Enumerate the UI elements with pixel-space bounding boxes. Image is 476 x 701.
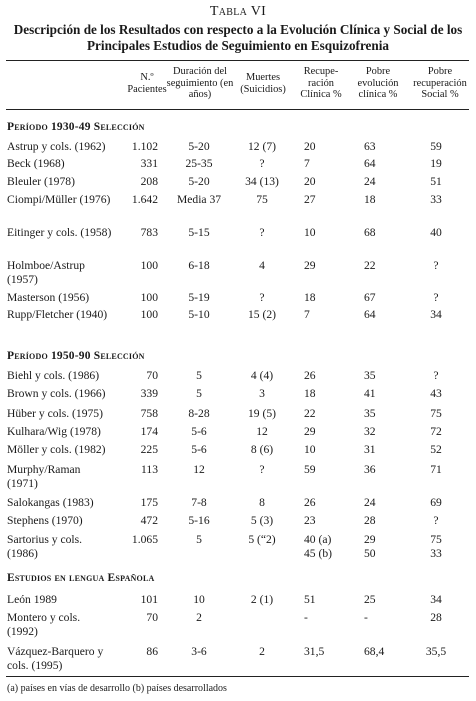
duration-cell: 5-20	[188, 175, 210, 188]
recovery-cell: 7	[304, 157, 310, 170]
recovery-cell: 18	[304, 387, 316, 400]
recovery-cell: 27	[304, 193, 316, 206]
n-cell: 86	[146, 645, 158, 658]
poor-social-cell: 69	[430, 496, 442, 509]
deaths-cell: 8	[259, 496, 265, 509]
poor-social-cell: 52	[430, 443, 442, 456]
recovery-cell: 22	[304, 407, 316, 420]
header-recovery-text: Recupe- ración Clínica %	[300, 66, 342, 100]
deaths-cell: 12 (7)	[247, 140, 276, 153]
recovery-cell: 7	[304, 308, 310, 321]
n-cell: 783	[140, 226, 158, 239]
deaths-cell: 4	[259, 259, 265, 272]
study-cell: Bleuler (1978)	[7, 175, 75, 188]
study-cell: Astrup y cols. (1962)	[7, 140, 106, 153]
duration-cell: 10	[193, 593, 205, 606]
poor-clinical-cell: 25	[364, 593, 376, 606]
header-poor-clinical-text: Pobre evolución clínica %	[357, 66, 399, 100]
duration-cell: 5-6	[191, 443, 207, 456]
poor-social-cell: 51	[430, 175, 442, 188]
study-cell: Hüber y cols. (1975)	[7, 407, 103, 420]
poor-clinical-cell: 35	[364, 407, 376, 420]
table-title: Descripción de los Resultados con respecto a la Evolución Clínica y Social de los Principales Estudios de Seguimiento en Esquizofrenia	[13, 22, 463, 53]
n-cell: 70	[146, 369, 158, 382]
poor-clinical-cell: 64	[364, 308, 376, 321]
n-cell: 758	[140, 407, 158, 420]
duration-cell: 5	[196, 533, 202, 546]
header-poor-clinical	[352, 66, 404, 101]
deaths-cell: 75	[256, 193, 268, 206]
header-recovery	[296, 66, 346, 101]
poor-social-cell: 34	[430, 593, 442, 606]
section-heading: Período 1950-90 Selección	[7, 350, 145, 362]
poor-clinical-cell: 68,4	[364, 645, 385, 658]
poor-social-cell: 33	[430, 193, 442, 206]
poor-social-cell: ?	[433, 369, 439, 382]
deaths-cell: ?	[259, 157, 265, 170]
poor-social-cell: 34	[430, 308, 442, 321]
deaths-cell: 2 (1)	[250, 593, 274, 606]
study-cell: Eitinger y cols. (1958)	[7, 226, 112, 239]
deaths-cell: 5 (3)	[250, 514, 274, 527]
n-cell: 339	[140, 387, 158, 400]
study-cell: Beck (1968)	[7, 157, 65, 170]
deaths-cell: ?	[259, 463, 265, 476]
deaths-cell: 12	[256, 425, 268, 438]
study-cell: Ciompi/Müller (1976)	[7, 193, 111, 206]
poor-clinical-cell: 68	[364, 226, 376, 239]
section-heading: Estudios en lengua Española	[7, 572, 155, 584]
n-cell: 101	[140, 593, 158, 606]
poor-clinical-cell: 22	[364, 259, 376, 272]
duration-cell: 5-10	[188, 308, 210, 321]
duration-cell: 5-20	[188, 140, 210, 153]
study-cell: Stephens (1970)	[7, 514, 83, 527]
poor-clinical-cell: 36	[364, 463, 376, 476]
deaths-cell: ?	[259, 226, 265, 239]
poor-clinical-cell: -	[364, 611, 368, 624]
deaths-cell: 15 (2)	[247, 308, 276, 321]
duration-cell: 5-16	[188, 514, 210, 527]
n-cell: 100	[140, 291, 158, 304]
poor-clinical-cell: 67	[364, 291, 376, 304]
poor-clinical-cell: 35	[364, 369, 376, 382]
recovery-cell: 18	[304, 291, 316, 304]
poor-clinical-cell: 64	[364, 157, 376, 170]
study-cell: León 1989	[7, 593, 57, 606]
header-rule	[6, 109, 469, 110]
poor-social-cell: ?	[433, 259, 439, 272]
poor-social-cell: 40	[430, 226, 442, 239]
n-cell: 175	[140, 496, 158, 509]
poor-social-cell: 43	[430, 387, 442, 400]
recovery-cell: 29	[304, 259, 316, 272]
study-cell: Biehl y cols. (1986)	[7, 369, 100, 382]
n-cell: 208	[140, 175, 158, 188]
poor-clinical-cell: 24	[364, 175, 376, 188]
header-deaths	[236, 72, 290, 95]
poor-social-cell: ?	[433, 291, 439, 304]
duration-cell: 7-8	[191, 496, 207, 509]
header-poor-social	[410, 66, 470, 101]
duration-cell: 5	[196, 387, 202, 400]
poor-social-cell: 71	[430, 463, 442, 476]
recovery-cell: 59	[304, 463, 316, 476]
n-cell: 1.065	[131, 533, 158, 546]
deaths-cell: 19 (5)	[247, 407, 276, 420]
duration-cell: Media 37	[176, 193, 222, 206]
recovery-cell: 20	[304, 140, 316, 153]
study-cell: Montero y cols. (1992)	[7, 611, 81, 638]
study-cell: Möller y cols. (1982)	[7, 443, 106, 456]
duration-cell: 5-15	[188, 226, 210, 239]
poor-social-cell: 59	[430, 140, 442, 153]
poor-clinical-cell: 24	[364, 496, 376, 509]
poor-clinical-cell: 18	[364, 193, 376, 206]
deaths-cell: 5 (“2)	[248, 533, 276, 546]
deaths-cell: 34 (13)	[245, 175, 279, 188]
duration-cell: 5-6	[191, 425, 207, 438]
duration-cell: 6-18	[188, 259, 210, 272]
poor-clinical-cell: 29 50	[364, 533, 376, 560]
study-cell: Sartorius y cols. (1986)	[7, 533, 83, 560]
deaths-cell: 4 (4)	[250, 369, 274, 382]
recovery-cell: 29	[304, 425, 316, 438]
header-poor-social-text: Pobre recuperación Social %	[413, 66, 467, 100]
header-n	[122, 72, 172, 95]
header-duration	[166, 66, 234, 101]
poor-social-cell: 19	[430, 157, 442, 170]
recovery-cell: 40 (a) 45 (b)	[304, 533, 333, 560]
bottom-rule	[6, 676, 469, 677]
poor-social-cell: 72	[430, 425, 442, 438]
n-cell: 1.102	[131, 140, 158, 153]
poor-social-cell: 35,5	[425, 645, 447, 658]
poor-social-cell: 75	[430, 407, 442, 420]
n-cell: 331	[140, 157, 158, 170]
study-cell: Masterson (1956)	[7, 291, 90, 304]
recovery-cell: 26	[304, 496, 316, 509]
study-cell: Salokangas (1983)	[7, 496, 94, 509]
poor-clinical-cell: 41	[364, 387, 376, 400]
study-cell: Kulhara/Wig (1978)	[7, 425, 101, 438]
n-cell: 100	[140, 308, 158, 321]
study-cell: Vázquez-Barquero y cols. (1995)	[7, 645, 104, 672]
recovery-cell: -	[304, 611, 308, 624]
n-cell: 1.642	[131, 193, 158, 206]
recovery-cell: 10	[304, 443, 316, 456]
header-deaths-text: Muertes (Suicidios)	[240, 72, 286, 95]
footnote: (a) países en vías de desarrollo (b) países desarrollados	[7, 683, 227, 694]
study-cell: Holmboe/Astrup (1957)	[7, 259, 85, 286]
duration-cell: 5-19	[188, 291, 210, 304]
header-n-text: N.º Pacientes	[127, 72, 167, 95]
recovery-cell: 20	[304, 175, 316, 188]
top-rule	[6, 60, 469, 61]
table-label-text: Tabla VI	[209, 4, 267, 19]
duration-cell: 5	[196, 369, 202, 382]
recovery-cell: 10	[304, 226, 316, 239]
study-cell: Murphy/Raman (1971)	[7, 463, 81, 490]
n-cell: 70	[146, 611, 158, 624]
poor-clinical-cell: 31	[364, 443, 376, 456]
n-cell: 472	[140, 514, 158, 527]
recovery-cell: 51	[304, 593, 316, 606]
duration-cell: 8-28	[188, 407, 210, 420]
duration-cell: 25-35	[185, 157, 213, 170]
header-duration-text: Duración del seguimiento (en años)	[166, 66, 234, 100]
deaths-cell: ?	[259, 291, 265, 304]
deaths-cell: 2	[259, 645, 265, 658]
recovery-cell: 26	[304, 369, 316, 382]
duration-cell: 2	[196, 611, 202, 624]
recovery-cell: 31,5	[304, 645, 325, 658]
poor-social-cell: ?	[433, 514, 439, 527]
section-heading: Período 1930-49 Selección	[7, 121, 145, 133]
deaths-cell: 3	[259, 387, 265, 400]
poor-clinical-cell: 32	[364, 425, 376, 438]
n-cell: 225	[140, 443, 158, 456]
n-cell: 113	[141, 463, 158, 476]
recovery-cell: 23	[304, 514, 316, 527]
n-cell: 174	[140, 425, 158, 438]
duration-cell: 12	[193, 463, 205, 476]
poor-social-cell: 28	[430, 611, 442, 624]
study-cell: Rupp/Fletcher (1940)	[7, 308, 108, 321]
deaths-cell: 8 (6)	[250, 443, 274, 456]
study-cell: Brown y cols. (1966)	[7, 387, 106, 400]
n-cell: 100	[140, 259, 158, 272]
poor-clinical-cell: 63	[364, 140, 376, 153]
poor-clinical-cell: 28	[364, 514, 376, 527]
duration-cell: 3-6	[191, 645, 207, 658]
table-label	[0, 4, 476, 20]
poor-social-cell: 75 33	[430, 533, 442, 560]
